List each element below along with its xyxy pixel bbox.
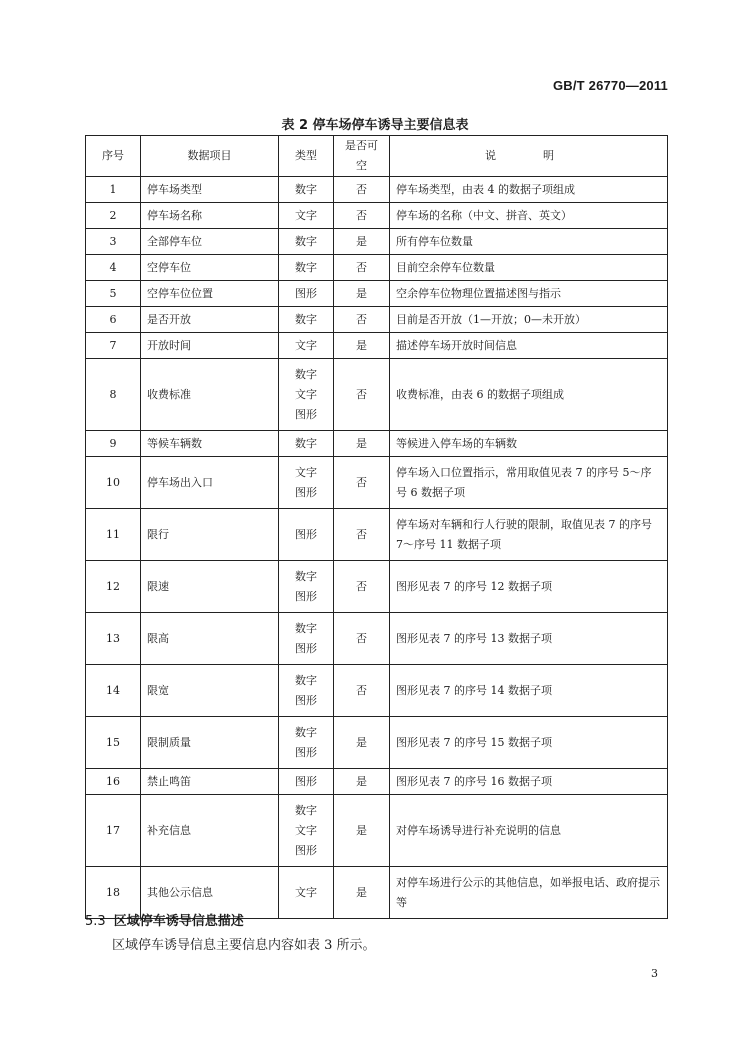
- type-value: 数字: [295, 182, 317, 196]
- table-row: [86, 769, 668, 795]
- type-value: 文字: [295, 465, 317, 479]
- row-number-cell: 11: [86, 509, 141, 561]
- nullable-cell: 是: [334, 281, 390, 307]
- type-cell: [279, 255, 334, 281]
- section-body-text: 区域停车诱导信息主要信息内容如表 3 所示。: [112, 938, 376, 953]
- type-cell: [279, 431, 334, 457]
- nullable-cell: 是: [334, 333, 390, 359]
- type-value: 数字: [295, 569, 317, 583]
- type-value: 图形: [295, 774, 317, 788]
- data-item-cell: 空停车位位置: [141, 281, 279, 307]
- column-header-no: 序号: [86, 136, 141, 177]
- nullable-cell: 否: [334, 255, 390, 281]
- section-heading: [85, 910, 244, 929]
- row-number-cell: 9: [86, 431, 141, 457]
- description-cell: 停车场入口位置指示，常用取值见表 7 的序号 5～序号 6 数据子项: [390, 457, 668, 509]
- nullable-cell: 否: [334, 613, 390, 665]
- type-cell: [279, 665, 334, 717]
- type-cell: [279, 561, 334, 613]
- type-value: 图形: [295, 843, 317, 857]
- column-header-nullable: 是否可空: [334, 136, 390, 177]
- description-cell: 停车场对车辆和行人行驶的限制，取值见表 7 的序号 7～序号 11 数据子项: [390, 509, 668, 561]
- type-value: 数字: [295, 436, 317, 450]
- type-cell: [279, 307, 334, 333]
- nullable-cell: 否: [334, 307, 390, 333]
- description-cell: 停车场类型，由表 4 的数据子项组成: [390, 177, 668, 203]
- row-number-cell: 16: [86, 769, 141, 795]
- table-row: [86, 177, 668, 203]
- description-cell: 所有停车位数量: [390, 229, 668, 255]
- row-number-cell: 2: [86, 203, 141, 229]
- data-item-cell: 全部停车位: [141, 229, 279, 255]
- nullable-cell: 否: [334, 665, 390, 717]
- table-row: [86, 431, 668, 457]
- data-item-cell: 其他公示信息: [141, 867, 279, 919]
- data-item-cell: 收费标准: [141, 359, 279, 431]
- row-number-cell: 13: [86, 613, 141, 665]
- data-item-cell: 停车场类型: [141, 177, 279, 203]
- type-value: 文字: [295, 387, 317, 401]
- type-cell: [279, 457, 334, 509]
- section-number: 5.3: [85, 914, 106, 929]
- table-header-row: [86, 136, 668, 177]
- table-row: [86, 359, 668, 431]
- table-row: [86, 307, 668, 333]
- table-row: [86, 717, 668, 769]
- description-cell: 图形见表 7 的序号 14 数据子项: [390, 665, 668, 717]
- description-cell: 对停车场进行公示的其他信息，如举报电话、政府提示等: [390, 867, 668, 919]
- type-value: 图形: [295, 693, 317, 707]
- nullable-cell: 是: [334, 769, 390, 795]
- nullable-cell: 否: [334, 359, 390, 431]
- column-header-description: 说 明: [390, 136, 668, 177]
- type-value: 数字: [295, 260, 317, 274]
- data-item-cell: 空停车位: [141, 255, 279, 281]
- type-cell: [279, 867, 334, 919]
- type-value: 图形: [295, 527, 317, 541]
- description-cell: 对停车场诱导进行补充说明的信息: [390, 795, 668, 867]
- nullable-cell: 否: [334, 509, 390, 561]
- section-title: 区域停车诱导信息描述: [113, 914, 244, 929]
- type-cell: [279, 795, 334, 867]
- table-title: 表 2 停车场停车诱导主要信息表: [281, 118, 469, 133]
- type-cell: [279, 177, 334, 203]
- description-cell: 图形见表 7 的序号 15 数据子项: [390, 717, 668, 769]
- data-item-cell: 限高: [141, 613, 279, 665]
- type-cell: [279, 613, 334, 665]
- row-number-cell: 3: [86, 229, 141, 255]
- row-number-cell: 5: [86, 281, 141, 307]
- column-header-type: 类型: [279, 136, 334, 177]
- row-number-cell: 8: [86, 359, 141, 431]
- nullable-cell: 是: [334, 431, 390, 457]
- description-cell: 目前空余停车位数量: [390, 255, 668, 281]
- row-number-cell: 7: [86, 333, 141, 359]
- table-body: [86, 177, 668, 919]
- column-header-item: 数据项目: [141, 136, 279, 177]
- type-value: 文字: [295, 208, 317, 222]
- table-row: [86, 229, 668, 255]
- row-number-cell: 18: [86, 867, 141, 919]
- description-cell: 停车场的名称（中文、拼音、英文）: [390, 203, 668, 229]
- table-row: [86, 281, 668, 307]
- table-row: [86, 561, 668, 613]
- data-item-cell: 开放时间: [141, 333, 279, 359]
- table-row: [86, 203, 668, 229]
- type-cell: [279, 359, 334, 431]
- data-item-cell: 禁止鸣笛: [141, 769, 279, 795]
- row-number-cell: 4: [86, 255, 141, 281]
- nullable-cell: 是: [334, 229, 390, 255]
- description-cell: 等候进入停车场的车辆数: [390, 431, 668, 457]
- type-value: 图形: [295, 485, 317, 499]
- data-item-cell: 停车场出入口: [141, 457, 279, 509]
- type-value: 文字: [295, 885, 317, 899]
- type-cell: [279, 717, 334, 769]
- row-number-cell: 10: [86, 457, 141, 509]
- type-value: 图形: [295, 641, 317, 655]
- nullable-cell: 是: [334, 795, 390, 867]
- row-number-cell: 17: [86, 795, 141, 867]
- type-value: 数字: [295, 312, 317, 326]
- data-item-cell: 限行: [141, 509, 279, 561]
- description-cell: 收费标准，由表 6 的数据子项组成: [390, 359, 668, 431]
- row-number-cell: 12: [86, 561, 141, 613]
- table-row: [86, 665, 668, 717]
- data-item-cell: 补充信息: [141, 795, 279, 867]
- data-item-cell: 等候车辆数: [141, 431, 279, 457]
- description-cell: 图形见表 7 的序号 12 数据子项: [390, 561, 668, 613]
- type-cell: [279, 229, 334, 255]
- description-cell: 描述停车场开放时间信息: [390, 333, 668, 359]
- description-cell: 空余停车位物理位置描述图与指示: [390, 281, 668, 307]
- data-item-cell: 是否开放: [141, 307, 279, 333]
- row-number-cell: 6: [86, 307, 141, 333]
- type-value: 数字: [295, 673, 317, 687]
- type-value: 数字: [295, 621, 317, 635]
- type-value: 图形: [295, 286, 317, 300]
- row-number-cell: 15: [86, 717, 141, 769]
- type-cell: [279, 333, 334, 359]
- data-item-cell: 限速: [141, 561, 279, 613]
- table-row: [86, 457, 668, 509]
- description-cell: 图形见表 7 的序号 16 数据子项: [390, 769, 668, 795]
- data-item-cell: 停车场名称: [141, 203, 279, 229]
- description-cell: 图形见表 7 的序号 13 数据子项: [390, 613, 668, 665]
- type-value: 图形: [295, 589, 317, 603]
- type-cell: [279, 509, 334, 561]
- type-value: 图形: [295, 407, 317, 421]
- table-row: [86, 255, 668, 281]
- data-item-cell: 限宽: [141, 665, 279, 717]
- type-value: 图形: [295, 745, 317, 759]
- nullable-cell: 是: [334, 867, 390, 919]
- type-value: 文字: [295, 823, 317, 837]
- type-value: 数字: [295, 803, 317, 817]
- type-cell: [279, 769, 334, 795]
- type-value: 数字: [295, 234, 317, 248]
- type-value: 文字: [295, 338, 317, 352]
- nullable-cell: 否: [334, 561, 390, 613]
- nullable-cell: 否: [334, 177, 390, 203]
- nullable-cell: 否: [334, 203, 390, 229]
- table-row: [86, 509, 668, 561]
- row-number-cell: 14: [86, 665, 141, 717]
- type-value: 数字: [295, 725, 317, 739]
- table-row: [86, 333, 668, 359]
- parking-info-table: [85, 135, 668, 919]
- table-row: [86, 795, 668, 867]
- nullable-cell: 是: [334, 717, 390, 769]
- data-item-cell: 限制质量: [141, 717, 279, 769]
- type-cell: [279, 281, 334, 307]
- table-row: [86, 613, 668, 665]
- nullable-cell: 否: [334, 457, 390, 509]
- type-value: 数字: [295, 367, 317, 381]
- page-number: 3: [651, 967, 658, 980]
- description-cell: 目前是否开放（1—开放；0—未开放）: [390, 307, 668, 333]
- row-number-cell: 1: [86, 177, 141, 203]
- type-cell: [279, 203, 334, 229]
- standard-code: GB/T 26770—2011: [552, 78, 668, 93]
